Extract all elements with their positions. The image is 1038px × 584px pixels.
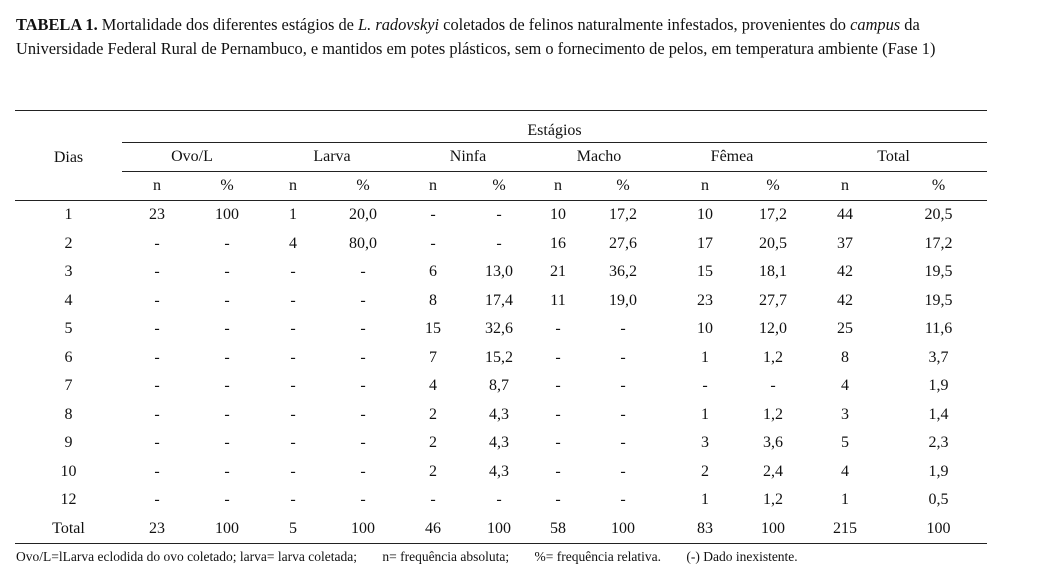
subheader-pct: % bbox=[324, 172, 402, 201]
value-cell: - bbox=[555, 462, 561, 480]
value-cell: 44 bbox=[837, 206, 853, 224]
value-cell: 17,2 bbox=[759, 206, 787, 224]
subheader-n: n bbox=[402, 172, 464, 201]
caption-text-c: da Universidade Federal Rural de Pernambuco, e mantidos em potes plásticos, sem o fornecimento de pelos, em temperatura ambiente (Fase 1) bbox=[16, 15, 936, 58]
value-cell: - bbox=[620, 320, 626, 338]
caption-campus: campus bbox=[850, 15, 901, 34]
group-header: Ovo/L bbox=[122, 143, 262, 172]
value-cell: 42 bbox=[837, 263, 853, 281]
value-cell: - bbox=[360, 491, 366, 509]
value-cell: - bbox=[224, 320, 230, 338]
dia-cell: 7 bbox=[64, 377, 73, 395]
value-cell: 215 bbox=[800, 515, 890, 544]
value-cell: 100 bbox=[192, 515, 262, 544]
value-cell: 8 bbox=[429, 291, 437, 309]
value-cell: - bbox=[290, 291, 296, 309]
stages-header: Estágios bbox=[122, 111, 987, 143]
footnote-dash: (-) Dado inexistente. bbox=[686, 549, 798, 564]
value-cell: - bbox=[555, 405, 561, 423]
value-cell: 20,5 bbox=[759, 234, 787, 252]
value-cell: 7 bbox=[429, 348, 437, 366]
dia-cell: 2 bbox=[64, 234, 73, 252]
value-cell: - bbox=[290, 263, 296, 281]
subheader-n: n bbox=[534, 172, 582, 201]
value-cell: - bbox=[555, 377, 561, 395]
value-cell: 83 bbox=[664, 515, 746, 544]
value-cell: 25 bbox=[837, 320, 853, 338]
value-cell: 100 bbox=[215, 206, 239, 224]
dia-cell: 9 bbox=[64, 434, 73, 452]
value-cell: - bbox=[430, 234, 436, 252]
value-cell: 36,2 bbox=[609, 263, 637, 281]
value-cell: - bbox=[290, 434, 296, 452]
value-cell: 1 bbox=[701, 491, 709, 509]
value-cell: 23 bbox=[122, 515, 192, 544]
dia-cell: 4 bbox=[64, 291, 73, 309]
value-cell: 21 bbox=[550, 263, 566, 281]
dia-cell: Total bbox=[15, 515, 122, 544]
value-cell: 11,6 bbox=[924, 320, 953, 338]
value-cell: 5 bbox=[262, 515, 324, 544]
value-cell: - bbox=[224, 377, 230, 395]
value-cell: 18,1 bbox=[759, 263, 787, 281]
value-cell: 27,6 bbox=[609, 234, 637, 252]
caption-species: L. radovskyi bbox=[358, 15, 440, 34]
value-cell: 2 bbox=[429, 434, 437, 452]
value-cell: 32,6 bbox=[485, 320, 513, 338]
value-cell: 100 bbox=[464, 515, 534, 544]
value-cell: - bbox=[360, 462, 366, 480]
value-cell: - bbox=[154, 491, 160, 509]
mortality-table bbox=[15, 110, 987, 544]
value-cell: 1,9 bbox=[928, 377, 949, 395]
value-cell: - bbox=[290, 377, 296, 395]
value-cell: 1,2 bbox=[763, 348, 783, 366]
value-cell: 1,2 bbox=[763, 405, 783, 423]
value-cell: 1,2 bbox=[763, 491, 783, 509]
value-cell: - bbox=[154, 462, 160, 480]
table-row bbox=[15, 230, 987, 259]
value-cell: 2 bbox=[429, 462, 437, 480]
value-cell: 4 bbox=[289, 234, 297, 252]
value-cell: - bbox=[290, 491, 296, 509]
dia-cell: 8 bbox=[64, 405, 73, 423]
value-cell: - bbox=[224, 263, 230, 281]
value-cell: - bbox=[496, 234, 502, 252]
value-cell: 3,6 bbox=[763, 434, 783, 452]
value-cell: - bbox=[770, 377, 776, 395]
value-cell: - bbox=[154, 405, 160, 423]
value-cell: 100 bbox=[746, 515, 800, 544]
value-cell: - bbox=[154, 434, 160, 452]
value-cell: - bbox=[290, 462, 296, 480]
table-row bbox=[15, 429, 987, 458]
group-header: Macho bbox=[534, 143, 664, 172]
value-cell: - bbox=[620, 348, 626, 366]
value-cell: 37 bbox=[837, 234, 853, 252]
value-cell: - bbox=[224, 405, 230, 423]
value-cell: 46 bbox=[402, 515, 464, 544]
value-cell: - bbox=[360, 348, 366, 366]
value-cell: - bbox=[555, 434, 561, 452]
value-cell: - bbox=[620, 491, 626, 509]
subheader-pct: % bbox=[890, 172, 987, 201]
table-row bbox=[15, 258, 987, 287]
value-cell: - bbox=[430, 206, 436, 224]
value-cell: 5 bbox=[841, 434, 849, 452]
value-cell: 6 bbox=[429, 263, 437, 281]
value-cell: - bbox=[555, 491, 561, 509]
value-cell: 1 bbox=[841, 491, 849, 509]
table-row bbox=[15, 372, 987, 401]
value-cell: - bbox=[224, 234, 230, 252]
table-row bbox=[15, 315, 987, 344]
caption-label: TABELA 1. bbox=[16, 15, 98, 34]
group-header: Total bbox=[800, 143, 987, 172]
value-cell: 100 bbox=[890, 515, 987, 544]
value-cell: - bbox=[224, 462, 230, 480]
dias-header: Dias bbox=[15, 143, 122, 201]
value-cell: - bbox=[702, 377, 708, 395]
value-cell: 2,3 bbox=[928, 434, 949, 452]
subheader-n: n bbox=[800, 172, 890, 201]
subheader-n: n bbox=[122, 172, 192, 201]
subheader-n: n bbox=[664, 172, 746, 201]
value-cell: - bbox=[360, 405, 366, 423]
value-cell: - bbox=[555, 320, 561, 338]
value-cell: - bbox=[360, 320, 366, 338]
value-cell: 1 bbox=[701, 348, 709, 366]
footnote-n: n= frequência absoluta; bbox=[382, 549, 510, 564]
value-cell: 17,2 bbox=[609, 206, 637, 224]
value-cell: 4 bbox=[429, 377, 437, 395]
footnote-ovo: Ovo/L=lLarva eclodida do ovo coletado; larva= larva coletada; bbox=[16, 549, 357, 564]
value-cell: 20,0 bbox=[349, 206, 377, 224]
value-cell: - bbox=[430, 491, 436, 509]
value-cell: 27,7 bbox=[759, 291, 787, 309]
value-cell: 19,0 bbox=[609, 291, 637, 309]
value-cell: - bbox=[360, 291, 366, 309]
value-cell: 19,5 bbox=[924, 291, 953, 309]
value-cell: 3 bbox=[841, 405, 849, 423]
subheader-pct: % bbox=[582, 172, 664, 201]
value-cell: - bbox=[620, 405, 626, 423]
value-cell: - bbox=[496, 206, 502, 224]
table-row bbox=[15, 401, 987, 430]
subheader-pct: % bbox=[464, 172, 534, 201]
value-cell: 1,9 bbox=[928, 462, 949, 480]
value-cell: - bbox=[360, 377, 366, 395]
dia-cell: 1 bbox=[64, 206, 73, 224]
table-row bbox=[15, 287, 987, 316]
group-header: Fêmea bbox=[664, 143, 800, 172]
value-cell: - bbox=[154, 234, 160, 252]
value-cell: - bbox=[290, 320, 296, 338]
table-row bbox=[15, 515, 987, 544]
value-cell: - bbox=[620, 377, 626, 395]
value-cell: - bbox=[290, 405, 296, 423]
table-row bbox=[15, 458, 987, 487]
value-cell: 10 bbox=[697, 206, 713, 224]
value-cell: 4,3 bbox=[489, 434, 509, 452]
value-cell: - bbox=[224, 434, 230, 452]
value-cell: 2 bbox=[429, 405, 437, 423]
dia-cell: 12 bbox=[60, 491, 77, 509]
value-cell: - bbox=[620, 434, 626, 452]
value-cell: - bbox=[154, 320, 160, 338]
value-cell: 2,4 bbox=[763, 462, 783, 480]
value-cell: 4,3 bbox=[489, 462, 509, 480]
value-cell: 10 bbox=[697, 320, 713, 338]
value-cell: - bbox=[154, 291, 160, 309]
group-header: Larva bbox=[262, 143, 402, 172]
footnote-pct: %= frequência relativa. bbox=[534, 549, 661, 564]
value-cell: - bbox=[290, 348, 296, 366]
value-cell: 23 bbox=[149, 206, 165, 224]
dia-cell: 6 bbox=[64, 348, 73, 366]
subheader-n: n bbox=[262, 172, 324, 201]
caption-text-b: coletados de felinos naturalmente infestados, provenientes do bbox=[439, 15, 851, 34]
value-cell: 42 bbox=[837, 291, 853, 309]
value-cell: 58 bbox=[534, 515, 582, 544]
value-cell: 4,3 bbox=[489, 405, 509, 423]
value-cell: 0,5 bbox=[928, 491, 949, 509]
value-cell: 1 bbox=[701, 405, 709, 423]
value-cell: 80,0 bbox=[349, 234, 377, 252]
dia-cell: 3 bbox=[64, 263, 73, 281]
value-cell: 4 bbox=[841, 462, 849, 480]
subheader-pct: % bbox=[746, 172, 800, 201]
value-cell: 10 bbox=[550, 206, 566, 224]
value-cell: 8,7 bbox=[489, 377, 509, 395]
value-cell: 100 bbox=[324, 515, 402, 544]
value-cell: - bbox=[154, 348, 160, 366]
value-cell: 13,0 bbox=[485, 263, 513, 281]
value-cell: - bbox=[620, 462, 626, 480]
value-cell: - bbox=[224, 348, 230, 366]
value-cell: - bbox=[154, 263, 160, 281]
subheader-pct: % bbox=[192, 172, 262, 201]
value-cell: - bbox=[496, 491, 502, 509]
value-cell: 12,0 bbox=[759, 320, 787, 338]
value-cell: 15,2 bbox=[485, 348, 513, 366]
table-row bbox=[15, 486, 987, 515]
caption-text-a: Mortalidade dos diferentes estágios de bbox=[97, 15, 359, 34]
value-cell: - bbox=[224, 291, 230, 309]
value-cell: 1,4 bbox=[928, 405, 949, 423]
value-cell: 3,7 bbox=[928, 348, 949, 366]
dia-cell: 5 bbox=[64, 320, 73, 338]
value-cell: - bbox=[224, 491, 230, 509]
value-cell: 4 bbox=[841, 377, 849, 395]
value-cell: 17 bbox=[697, 234, 713, 252]
group-header: Ninfa bbox=[402, 143, 534, 172]
value-cell: 15 bbox=[697, 263, 713, 281]
header-blank bbox=[15, 111, 122, 143]
table-caption bbox=[16, 13, 991, 61]
value-cell: 17,4 bbox=[485, 291, 513, 309]
value-cell: - bbox=[360, 263, 366, 281]
value-cell: - bbox=[555, 348, 561, 366]
value-cell: - bbox=[154, 377, 160, 395]
value-cell: 11 bbox=[550, 291, 566, 309]
value-cell: - bbox=[360, 434, 366, 452]
value-cell: 100 bbox=[582, 515, 664, 544]
table-row bbox=[15, 344, 987, 373]
table-footnote bbox=[16, 549, 820, 565]
value-cell: 20,5 bbox=[924, 206, 953, 224]
value-cell: 1 bbox=[289, 206, 297, 224]
value-cell: 23 bbox=[697, 291, 713, 309]
table-row bbox=[15, 201, 987, 230]
value-cell: 2 bbox=[701, 462, 709, 480]
value-cell: 8 bbox=[841, 348, 849, 366]
value-cell: 19,5 bbox=[924, 263, 953, 281]
dia-cell: 10 bbox=[60, 462, 77, 480]
value-cell: 15 bbox=[425, 320, 441, 338]
value-cell: 16 bbox=[550, 234, 566, 252]
value-cell: 3 bbox=[701, 434, 709, 452]
value-cell: 17,2 bbox=[924, 234, 953, 252]
